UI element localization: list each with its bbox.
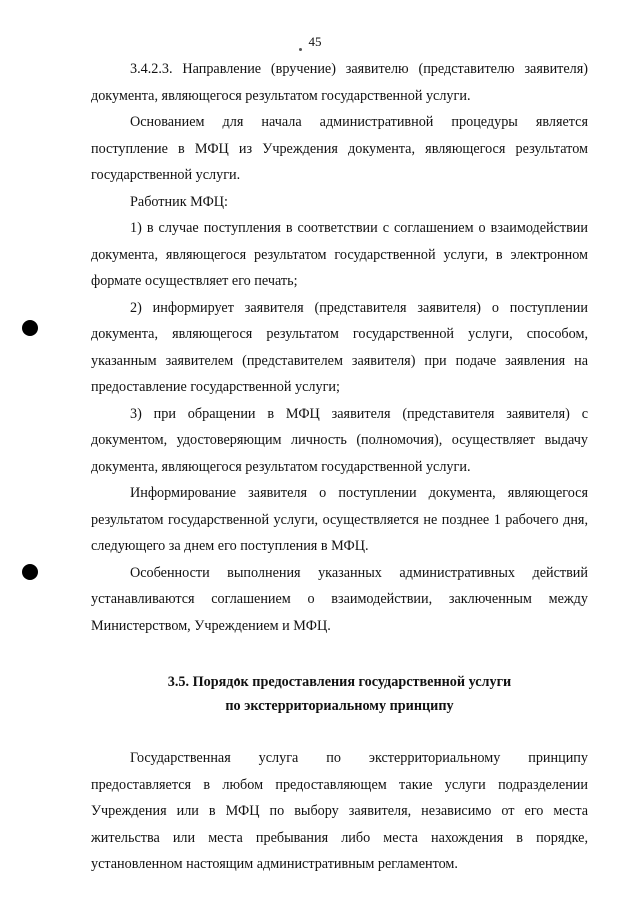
list-item: 1) в случае поступления в соответствии с соглашением о взаимодействии документа, являющегося результатом государственной услуги, в электронном формате осуществляет его печать; — [91, 220, 588, 289]
list-item: 2) информирует заявителя (представителя заявителя) о поступлении документа, являющегося результатом государственной услуги, способом, указанным заявителем (представителем заявителя) при подаче заявления на предоставление государственной услуги; — [91, 299, 588, 395]
paragraph: 3.4.2.3. Направление (вручение) заявителю (представителю заявителя) документа, являющегося результатом государственной услуги. — [91, 61, 588, 104]
paragraph: Работник МФЦ: — [130, 193, 228, 210]
paragraph: Государственная услуга по экстерриториальному принципу предоставляется в любом предоставляющем такие услуги подразделении Учреждения или в МФЦ по выбору заявителя, независимо от его места жительства или места пребывания либо места нахождения в порядке, установленном настоящим административным регламентом. — [91, 750, 588, 872]
list-item: 3) при обращении в МФЦ заявителя (представителя заявителя) с документом, удостоверяющим личность (полномочия), осуществляет выдачу документа, являющегося результатом государственной услуги. — [91, 405, 588, 475]
section-heading — [91, 670, 588, 718]
paragraph: Информирование заявителя о поступлении документа, являющегося результатом государственной услуги, осуществляется не позднее 1 рабочего дня, следующего за днем его поступления в МФЦ. — [91, 485, 588, 554]
scan-speck — [299, 48, 302, 51]
punch-hole-bottom — [22, 564, 38, 580]
punch-hole-top — [22, 320, 38, 336]
section-heading-line: 3.5. Порядок предоставления государственной услуги — [167, 674, 512, 690]
page-number: 45 — [308, 34, 322, 49]
document-body — [91, 56, 588, 878]
paragraph: Основанием для начала административной процедуры является поступление в МФЦ из Учреждения документа, являющегося результатом государственной услуги. — [91, 114, 588, 183]
section-heading-line: по экстерриториальному принципу — [225, 698, 454, 714]
paragraph: Особенности выполнения указанных административных действий устанавливаются соглашением о взаимодействии, заключенным между Министерством, Учреждением и МФЦ. — [91, 564, 588, 634]
